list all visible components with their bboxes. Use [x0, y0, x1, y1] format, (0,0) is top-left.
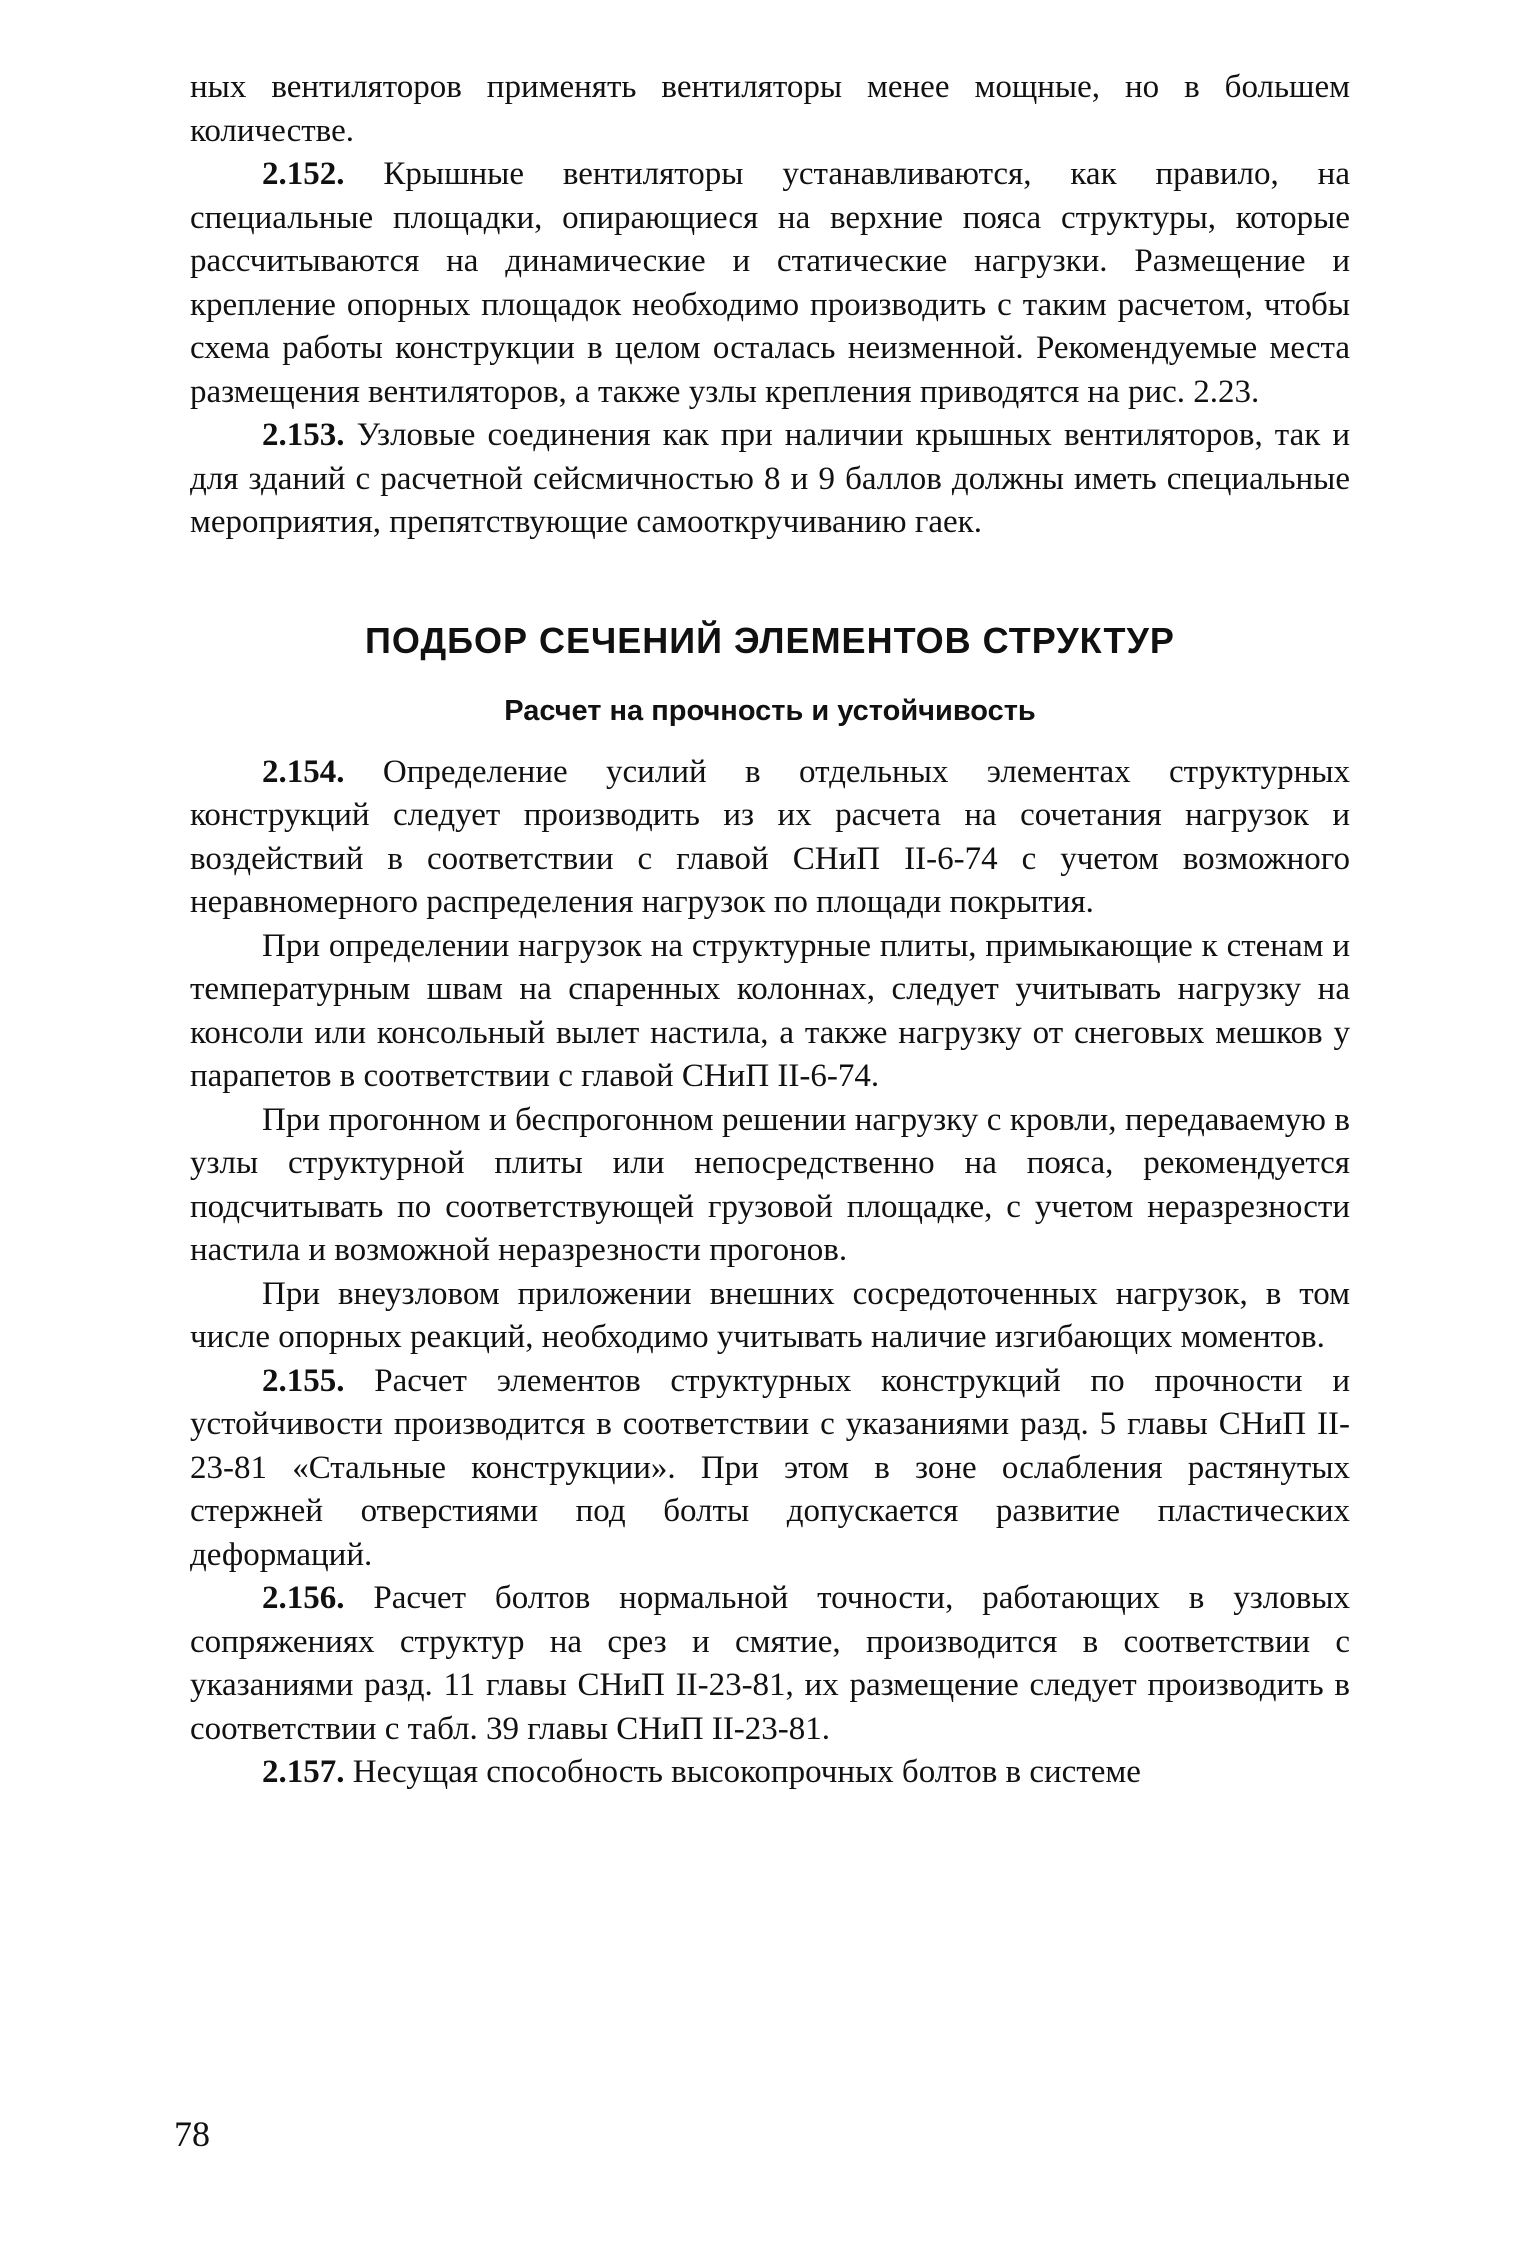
subsection-title: Расчет на прочность и устойчивость — [504, 694, 1036, 727]
paragraph-2-153 — [190, 414, 1350, 545]
paragraph-text: При определении нагрузок на структурные плиты, примыкающие к стенам и температурным швам на спаренных колоннах, следует учитывать нагрузку на консоли или консольный вылет настила, а также нагрузку от снеговых мешков у парапетов в соответствии с главой СНиП II-6-74. — [190, 927, 1350, 1094]
paragraph-text: Расчет элементов структурных конструкций по прочности и устойчивости производится в соответствии с указаниями разд. 5 главы СНиП II-23-81 «Стальные конструкции». При этом в зоне ослабления растянутых стержней отверстиями под болты допускается развитие пластических деформаций. — [190, 1362, 1350, 1573]
paragraph-text: Определение усилий в отдельных элементах структурных конструкций следует производить из их расчета на сочетания нагрузок и воздействий в соответствии с главой СНиП II-6-74 с учетом возможного неравномерного распределения нагрузок по площади покрытия. — [190, 753, 1350, 920]
paragraph-text: Крышные вентиляторы устанавливаются, как правило, на специальные площадки, опирающиеся на верхние пояса структуры, которые рассчитываются на динамические и статические нагрузки. Размещение и крепление опорных площадок необходимо производить с таким расчетом, чтобы схема работы конструкции в целом осталась неизменной. Рекомендуемые места размещения вентиляторов, а также узлы крепления приводятся на рис. 2.23. — [190, 156, 1350, 410]
paragraph-text: Расчет болтов нормальной точности, работающих в узловых сопряжениях структур на срез и смятие, производится в соответствии с указаниями разд. 11 главы СНиП II-23-81, их размещение следует производить в соответствии с табл. 39 главы СНиП II-23-81. — [190, 1580, 1350, 1747]
paragraph-number: 2.153. — [262, 417, 345, 453]
paragraph-purlin-solutions — [190, 1099, 1350, 1273]
paragraph-text: При внеузловом приложении внешних сосредоточенных нагрузок, в том числе опорных реакций, необходимо учитывать наличие изгибающих моментов. — [190, 1275, 1350, 1355]
paragraph-number: 2.157. — [262, 1754, 345, 1790]
paragraph-text: Несущая способность высокопрочных болтов в системе — [344, 1754, 1141, 1790]
paragraph-off-node-loads — [190, 1273, 1350, 1360]
paragraph-2-155 — [190, 1360, 1350, 1578]
paragraph-number: 2.154. — [262, 753, 345, 790]
paragraph-text: ных вентиляторов применять вентиляторы менее мощные, но в большем количестве. — [190, 69, 1350, 149]
paragraph-text: При прогонном и беспрогонном решении нагрузку с кровли, передаваемую в узлы структурной плиты или непосредственно на пояса, рекомендуется подсчитывать по соответствующей грузовой площадке, с учетом неразрезности настила и возможной неразрезности прогонов. — [190, 1101, 1350, 1268]
section-title: ПОДБОР СЕЧЕНИЙ ЭЛЕМЕНТОВ СТРУКТУР — [365, 619, 1175, 661]
paragraph-number: 2.155. — [262, 1362, 345, 1399]
text-column — [190, 66, 1350, 1795]
paragraph-2-156 — [190, 1577, 1350, 1751]
paragraph-continuation — [190, 66, 1350, 153]
paragraph-text: Узловые соединения как при наличии крышных вентиляторов, так и для зданий с расчетной сейсмичностью 8 и 9 баллов должны иметь специальные мероприятия, препятствующие самооткручиванию гаек. — [190, 417, 1350, 540]
page-number: 78 — [174, 2114, 210, 2154]
paragraph-number: 2.152. — [262, 156, 345, 192]
paragraph-2-154 — [190, 751, 1350, 925]
paragraph-number: 2.156. — [262, 1580, 345, 1616]
paragraph-2-152 — [190, 153, 1350, 414]
paragraph-2-157 — [190, 1751, 1350, 1795]
paragraph-loads-plates — [190, 925, 1350, 1099]
